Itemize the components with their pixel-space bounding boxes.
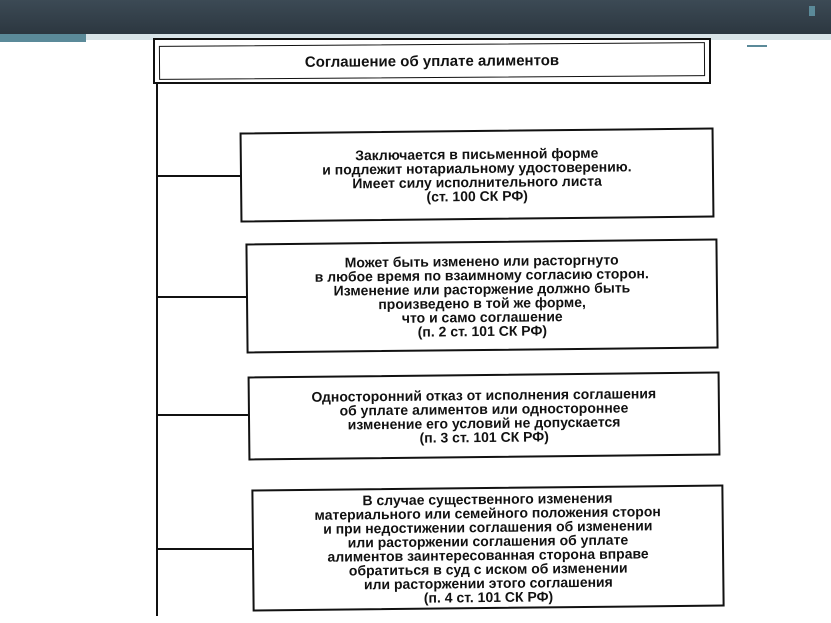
connector-branch-1 (156, 175, 240, 177)
box-modification-line: произведено в той же форме, (378, 293, 586, 313)
box-court-line: материального или семейного положения сторон (314, 503, 661, 523)
header-accent (0, 34, 86, 42)
box-unilateral (248, 372, 721, 461)
box-modification-line: (п. 2 ст. 101 СК РФ) (417, 322, 548, 340)
box-modification-line: в любое время по взаимному согласию сторон. (314, 265, 649, 285)
box-court-line: обратиться в суд с иском об изменении (348, 559, 628, 579)
slide-header-bar (0, 0, 831, 34)
box-unilateral-line: изменение его условий не допускается (347, 413, 621, 433)
box-form-line: (ст. 100 СК РФ) (426, 187, 529, 205)
connector-branch-4 (156, 548, 254, 550)
connector-branch-2 (156, 296, 246, 298)
box-court (251, 485, 724, 612)
box-unilateral-line: Односторонний отказ от исполнения соглашения (311, 385, 657, 405)
box-court-line: и при недостижении соглашения об изменении (323, 517, 653, 537)
box-unilateral-line: (п. 3 ст. 101 СК РФ) (419, 428, 549, 446)
box-modification-line: Изменение или расторжение должно быть (333, 279, 631, 299)
connector-branch-3 (156, 414, 248, 416)
box-court-line: (п. 4 ст. 101 СК РФ) (423, 588, 554, 606)
box-unilateral-line: об уплате алиментов или одностороннее (339, 399, 629, 419)
box-court-line: или расторжении соглашения об уплате (347, 531, 629, 551)
slide-marker-icon (809, 6, 825, 16)
box-modification-line: Может быть изменено или расторгнуто (344, 251, 619, 271)
diagram-title-box (153, 38, 711, 84)
box-form-line: и подлежит нотариальному удостоверению. (322, 158, 632, 178)
box-modification-line: что и само соглашение (401, 308, 563, 326)
box-court-line: или расторжении этого соглашения (363, 573, 613, 593)
decorative-dash (747, 45, 767, 47)
box-court-line: алиментов заинтересованная сторона вправе (327, 545, 649, 565)
connector-trunk (156, 84, 158, 616)
box-form (240, 128, 715, 223)
box-form-line: Имеет силу исполнительного листа (352, 172, 602, 192)
diagram-title: Соглашение об уплате алиментов (159, 42, 705, 80)
box-court-line: В случае существенного изменения (362, 489, 613, 509)
box-form-line: Заключается в письменной форме (355, 144, 599, 164)
box-modification (245, 239, 718, 354)
